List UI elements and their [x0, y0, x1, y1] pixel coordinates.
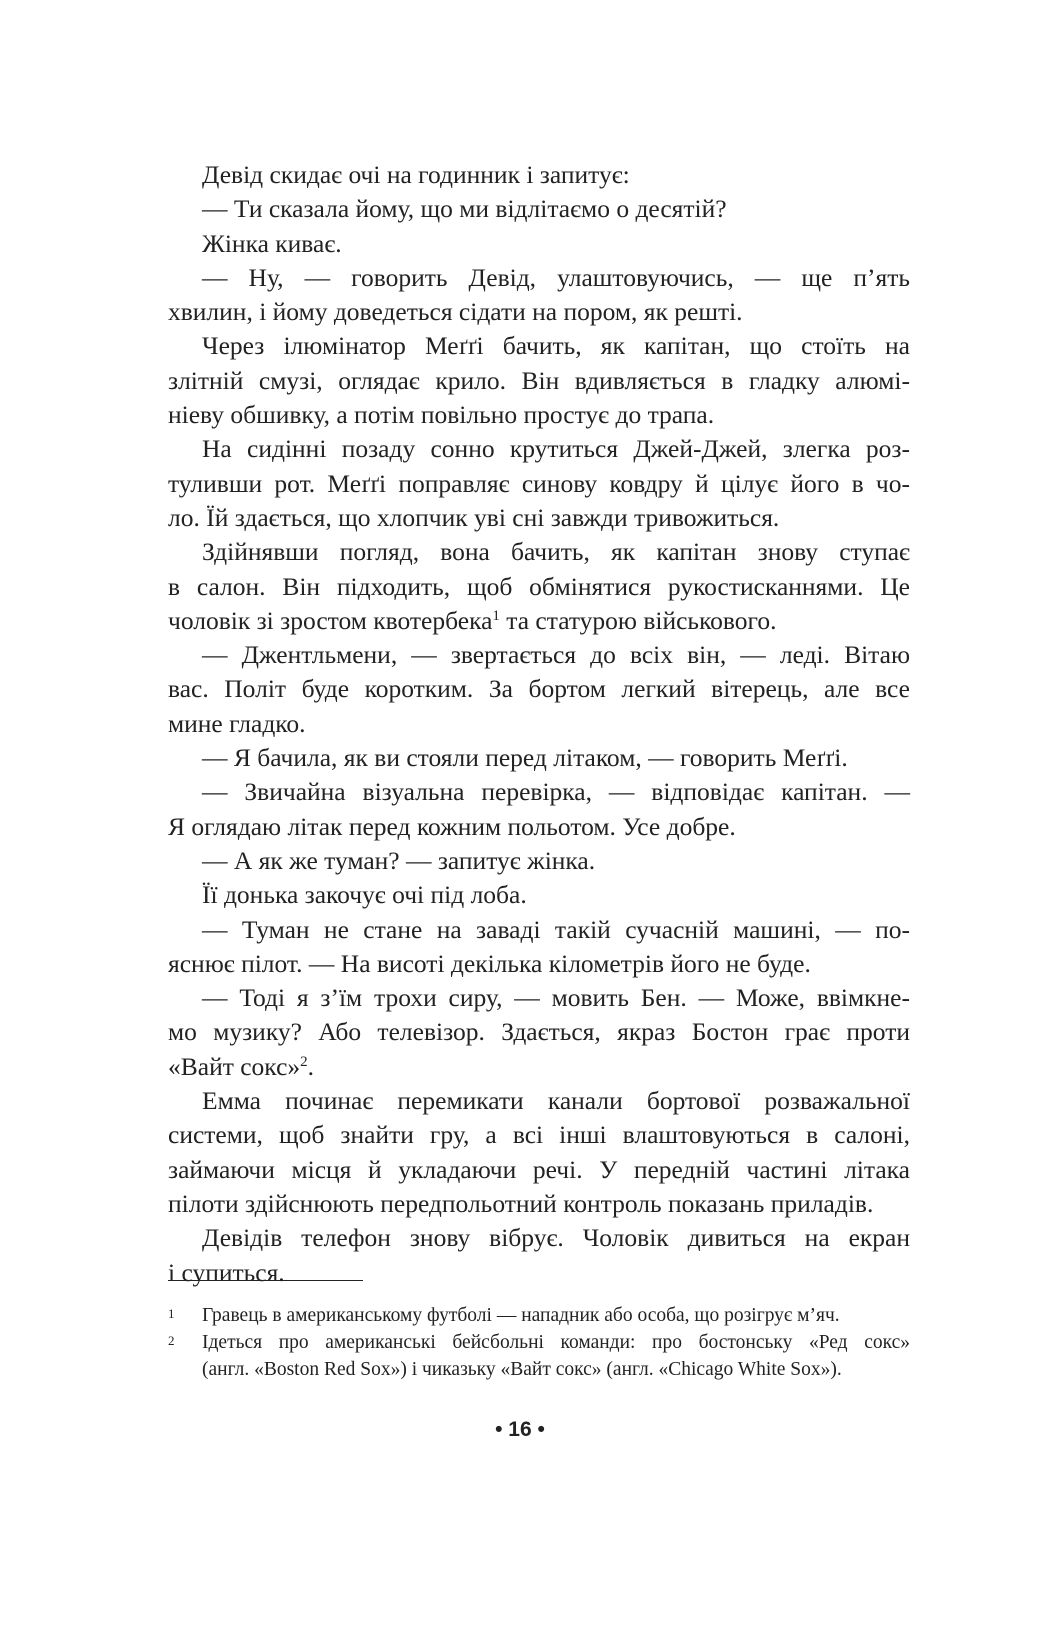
paragraph [168, 741, 910, 775]
text-line [168, 158, 910, 192]
footnotes [168, 1302, 910, 1383]
line-text: мине гладко. [168, 708, 306, 738]
paragraph [168, 913, 910, 982]
footnote [168, 1329, 910, 1383]
text-line [168, 192, 910, 226]
text-line [168, 775, 910, 809]
line-text: злітній смузі, оглядає крило. Він вдивляється в гладку алюмі- [168, 365, 910, 395]
line-text: Здійнявши погляд, вона бачить, як капітан знову ступає [202, 537, 910, 567]
line-text: ло. Їй здається, що хлопчик уві сні завжди тривожиться. [168, 502, 780, 532]
paragraph [168, 638, 910, 741]
line-text: Її донька закочує очі під лоба. [202, 880, 527, 910]
text-line [168, 638, 910, 672]
paragraph [168, 844, 910, 878]
paragraph [168, 775, 910, 844]
line-text: — Туман не стане на заваді такій сучасній машині, — по- [202, 914, 910, 944]
text-line [168, 1256, 910, 1290]
line-text: хвилин, і йому доведеться сідати на пором, як решті. [168, 297, 743, 327]
line-text: Емма починає перемикати канали бортової розважальної [202, 1086, 910, 1116]
paragraph [168, 158, 910, 192]
line-text: — Ти сказала йому, що ми відлітаємо о десятій? [202, 194, 727, 224]
line-text: системи, щоб знайти гру, а всі інші влаштовуються в салоні, [168, 1120, 910, 1150]
line-text: туливши рот. Меґґі поправляє синову ковдру й цілує його в чо- [168, 468, 910, 498]
text-line [168, 707, 910, 741]
line-text: Девід скидає очі на годинник і запитує: [202, 160, 630, 189]
line-text: займаючи місця й укладаючи речі. У передній частині літака [168, 1154, 910, 1184]
line-text: Через ілюмінатор Меґґі бачить, як капітан, що стоїть на [202, 331, 910, 361]
paragraph [168, 878, 910, 912]
text-line [168, 981, 910, 1015]
footnote-line: Ідеться про американські бейсбольні команди: про бостонську «Ред сокс» [202, 1332, 910, 1353]
text-line [168, 672, 910, 706]
paragraph [168, 432, 910, 535]
paragraph [168, 261, 910, 330]
line-text: — А як же туман? — запитує жінка. [202, 845, 596, 875]
text-line [168, 398, 910, 432]
text-line [168, 1015, 910, 1049]
text-line [168, 227, 910, 261]
text-line [168, 364, 910, 398]
footnote [168, 1302, 910, 1329]
text-line [168, 261, 910, 295]
text-line [168, 604, 910, 638]
line-text: «Вайт сокс» [168, 1051, 301, 1081]
text-line [168, 467, 910, 501]
line-text: яснює пілот. — На висоті декілька кілометрів його не буде. [168, 948, 811, 978]
text-line [168, 810, 910, 844]
line-text: в салон. Він підходить, щоб обмінятися рукостисканнями. Це [168, 571, 910, 601]
text-line [168, 570, 910, 604]
line-text: мо музику? Або телевізор. Здається, якраз Бостон грає проти [168, 1017, 910, 1047]
line-text: пілоти здійснюють передпольотний контроль показань приладів. [168, 1188, 874, 1218]
footnote-number: 2 [168, 1333, 175, 1348]
text-line [168, 844, 910, 878]
line-text: чоловік зі зростом квотербека [168, 605, 493, 635]
line-text: вас. Політ буде коротким. За бортом легкий вітерець, але все [168, 674, 910, 704]
text-line [168, 947, 910, 981]
line-text: — Я бачила, як ви стояли перед літаком, — говорить Меґґі. [202, 743, 848, 773]
page-number: • 16 • [495, 1418, 545, 1441]
line-text-after: та статурою військового. [499, 605, 777, 635]
line-text: — Тоді я з’їм трохи сиру, — мовить Бен. — Може, ввімкне- [202, 983, 910, 1013]
text-line [168, 535, 910, 569]
line-text: Девідів телефон знову вібрує. Чоловік дивиться на екран [202, 1223, 910, 1253]
line-text: ніеву обшивку, а потім повільно простує до трапа. [168, 400, 715, 430]
footnote-divider [168, 1280, 363, 1281]
paragraph [168, 329, 910, 432]
paragraph [168, 535, 910, 638]
footnote-line: Гравець в американському футболі — нападник або особа, що розігрує м’яч. [202, 1305, 840, 1326]
text-line [168, 878, 910, 912]
line-text: Жінка киває. [202, 228, 342, 258]
footnote-ref[interactable]: 1 [492, 607, 500, 624]
text-line [168, 1187, 910, 1221]
paragraph [168, 981, 910, 1084]
paragraph [168, 192, 910, 226]
body-text [168, 158, 910, 1290]
line-text: — Джентльмени, — звертається до всіх він, — леді. Вітаю [202, 640, 910, 670]
text-line [168, 1050, 910, 1084]
line-text-after: . [307, 1051, 315, 1081]
paragraph [168, 227, 910, 261]
text-line [168, 432, 910, 466]
text-line [168, 1221, 910, 1255]
text-line [168, 329, 910, 363]
line-text: На сидінні позаду сонно крутиться Джей-Джей, злегка роз- [202, 434, 910, 464]
text-line [168, 913, 910, 947]
line-text: — Звичайна візуальна перевірка, — відповідає капітан. — [202, 777, 910, 807]
text-line [168, 295, 910, 329]
text-line [168, 1084, 910, 1118]
line-text: Я оглядаю літак перед кожним польотом. Усе добре. [168, 811, 736, 841]
line-text: — Ну, — говорить Девід, улаштовуючись, — ще п’ять [202, 262, 910, 292]
text-line [168, 741, 910, 775]
text-line [168, 1118, 910, 1152]
footnote-ref[interactable]: 2 [300, 1053, 308, 1070]
footnote-line: (англ. «Boston Red Sox») і чиказьку «Вайт сокс» (англ. «Chicago White Sox»). [202, 1359, 842, 1380]
paragraph [168, 1084, 910, 1221]
text-line [168, 501, 910, 535]
footnote-number: 1 [168, 1306, 175, 1321]
text-line [168, 1153, 910, 1187]
line-text: і супиться. [168, 1257, 285, 1287]
